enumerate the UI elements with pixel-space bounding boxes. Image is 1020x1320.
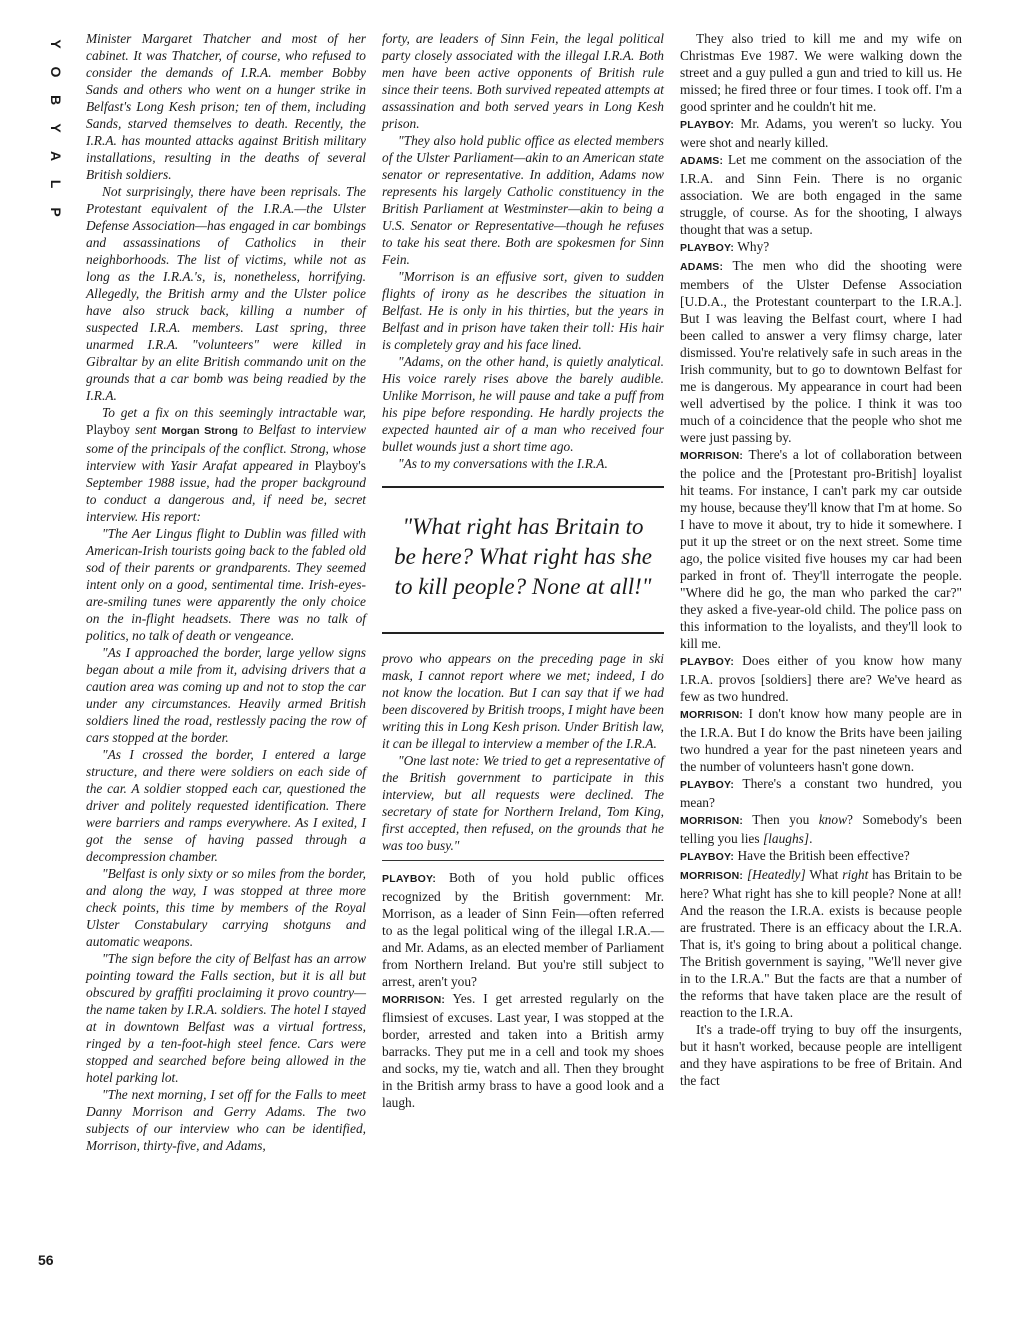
qa-paragraph: PLAYBOY: Mr. Adams, you weren't so lucky. You were shot and nearly killed. (680, 116, 962, 150)
report-paragraph: "Morrison is an effusive sort, given to sudden flights of irony as he describes the situation in Belfast. He is only in his thirties, but the years in Belfast and in prison have taken their toll: His hair is completely gray and his face lined. (382, 269, 664, 352)
qa-paragraph: MORRISON: I don't know how many people are in the I.R.A. But I do know the Brits have been jailing two hundred a year for the past nineteen years and the number of volunteers hasn't gone down. (680, 706, 962, 774)
author-byline: Morgan Strong (161, 425, 238, 437)
report-paragraph: "They also hold public office as elected members of the Ulster Parliament—akin to an American state senator or representative. In addition, Adams now represents his largely Catholic constituency in the British Parliament at Westminster—akin to being a U.S. Senator or Representative—though he refuses to take his seat there. Both are spokesmen for Sinn Fein. (382, 133, 664, 267)
report-paragraph: "The Aer Lingus flight to Dublin was filled with American-Irish tourists going back to the fabled old sod of their parents or grandparents. They seemed intent only on a good, sentimental time. Irish-eyes-are-smiling tunes were apparently the only choice on the in-flight headsets. There was no talk of politics, no talk of death or vengeance. (86, 526, 366, 643)
speaker-label: PLAYBOY: (680, 779, 735, 791)
report-paragraph: "As to my conversations with the I.R.A. (398, 456, 608, 471)
speaker-label: ADAMS: (680, 261, 724, 273)
speaker-label: PLAYBOY: (680, 119, 735, 131)
report-paragraph: provo who appears on the preceding page in ski mask, I cannot report where we met; indeed, I do not know the location. But I can say that if we had been discovered by British troops, I might have been writing this in Long Kesh prison. Under British law, it can be illegal to interview a member of the I.R.A. (382, 651, 664, 751)
report-paragraph: "The sign before the city of Belfast has an arrow pointing toward the Falls section, but it is all but obscured by graffiti proclaiming it provo country—the name taken by I.R.A. soldiers. The hotel I stayed at in downtown Belfast was a virtual fortress, ringed by a ten-foot-high steel fence. Cars were stopped and searched before being allowed in the hotel parking lot. (86, 951, 366, 1085)
report-paragraph: "One last note: We tried to get a representative of the British government to participate in this interview, but all requests were declined. The secretary of state for Northern Ireland, Tom King, first accepted, then refused, on the grounds that he was too busy." (382, 753, 664, 853)
masthead-letter: O (48, 66, 64, 78)
column-2 (382, 30, 664, 1111)
report-paragraph: forty, are leaders of Sinn Fein, the legal political party closely associated with the illegal I.R.A. Both men have been active opponents of British rule since their teens. Both survived repeated attempts at assassination and both served years in Long Kesh prison. (382, 31, 664, 131)
speaker-label: MORRISON: (680, 815, 744, 827)
masthead-letter: B (48, 94, 64, 106)
qa-paragraph: ADAMS: Let me comment on the association of the I.R.A. and Sinn Fein. There is no organic association. We are both engaged in the same struggle, of course. As for the shooting, I always thought that was a setup. (680, 152, 962, 237)
qa-paragraph: PLAYBOY: There's a constant two hundred, you mean? (680, 776, 962, 810)
intro-paragraph: Not surprisingly, there have been reprisals. The Protestant equivalent of the I.R.A.—the Ulster Defense Association—has engaged in car bombings and assassinations of Catholics in their neighborhoods. The list of victims, while not as long as the I.R.A.'s, is, nonetheless, horrifying. Allegedly, the British army and the Ulster police have also struck back, killing a number of suspected I.R.A. members. Last spring, three unarmed I.R.A. "volunteers" were killed in Gibraltar by an elite British commando unit on the grounds that a car bomb was being readied by the I.R.A. (86, 184, 366, 403)
qa-paragraph: PLAYBOY: Both of you hold public offices recognized by the British government: Mr. Morrison, as a leader of Sinn Fein—often referred to as the legal political wing of the illegal I.R.A.—and Mr. Adams, as an elected member of Parliament from Northern Ireland. But you're still subject to arrest, aren't you? (382, 870, 664, 989)
report-paragraph: "Belfast is only sixty or so miles from the border, and along the way, I was stopped at three more check points, this time by members of the Royal Ulster Constabulary carrying shotguns and automatic weapons. (86, 866, 366, 949)
masthead-letter: A (48, 150, 64, 162)
masthead-letter: Y (48, 123, 64, 133)
qa-paragraph: PLAYBOY: Does either of you know how many I.R.A. provos [soldiers] there are? We've heard as few as two hundred. (680, 653, 962, 704)
qa-paragraph: MORRISON: Then you know? Somebody's been telling you lies [laughs]. (680, 812, 963, 846)
speaker-label: MORRISON: (680, 450, 744, 462)
intro-paragraph: Minister Margaret Thatcher and most of her cabinet. It was Thatcher, of course, who refused to consider the demands of I.R.A. member Bobby Sands and others who went on a hunger strike in Belfast's Long Kesh prison; ten of them, including Sands, starved themselves to death. Recently, the I.R.A. has mounted attacks against British military installations, resulting in the deaths of several British soldiers. (86, 31, 366, 182)
qa-paragraph: MORRISON: Yes. I get arrested regularly on the flimsiest of excuses. Last year, I was stopped at the border, arrested and taken into a British army barracks. They put me in a cell and took my shoes and socks, my tie, watch and all. Then they brought in the British army brass to have a good look and a laugh. (382, 991, 664, 1110)
qa-paragraph: MORRISON: [Heatedly] What right has Britain to be here? What right has she to kill people? None at all! And the reason the I.R.A. exists is because people are frustrated. There is an efficacy about the I.R.A. That is, it's going to bring about a political change. The British government is saying, "We'll never give in to the I.R.A." But the facts are that a number of the reforms that have taken place are the result of reaction to the I.R.A. (680, 867, 962, 1020)
speaker-label: PLAYBOY: (680, 242, 735, 254)
qa-paragraph: MORRISON: There's a lot of collaboration between the police and the [Protestant pro-British] loyalist hit teams. For instance, I can't park my car outside my house, because they'll know that I'm at home. So I have to move it about, try to hide it somewhere. I put it up the street or on the next street. Some time ago, the police visited five houses my car had been parked in front of. They'll interrogate the people. "Where did he go, the man who parked the car?" they asked a five-year-old child. The police pass on this information to the loyalists, and they'll look to kill me. (680, 447, 962, 651)
column-1 (86, 30, 366, 1154)
speaker-label: PLAYBOY: (680, 656, 735, 668)
masthead-letter: L (48, 179, 64, 189)
report-paragraph: "Adams, on the other hand, is quietly analytical. His voice rarely rises above the barely audible. Unlike Morrison, he will pause and take a puff from his pipe before responding. He hardly projects the expected haunted air of a man who received four bullet wounds just a short time ago. (382, 354, 664, 454)
section-divider (382, 860, 664, 861)
report-paragraph: "As I approached the border, large yellow signs began about a mile from it, advising drivers that a caution area was coming up and not to stop the car under any circumstances. Heavily armed British soldiers lined the road, restlessly pacing the row of cars stopped at the border. (86, 645, 366, 745)
masthead-letter: P (48, 207, 64, 217)
intro-paragraph: To get a fix on this seemingly intractable war, Playboy sent Morgan Strong to Belfast to interview some of the principals of the conflict. Strong, whose interview with Yasir Arafat appeared in Playboy's September 1988 issue, had the proper background to conduct a dangerous and, if need be, secret interview. His report: (86, 405, 366, 524)
qa-paragraph: ADAMS: The men who did the shooting were members of the Ulster Defense Association [U.D.A., the Protestant counterpart to the I.R.A.]. But I was leaving the Belfast court, where I had been called to answer a very flimsy charge, later dismissed. You're relatively safe in such areas in the Irish community, but to go to downtown Belfast for me is dangerous. My appearance in court had been well advertised by the police. I think it was too much of a coincidence that the people who shot me were just passing by. (680, 258, 962, 445)
masthead-letter: Y (48, 39, 64, 49)
qa-paragraph: PLAYBOY: Why? (680, 239, 770, 254)
speaker-label: MORRISON: (382, 994, 446, 1006)
speaker-label: PLAYBOY: (382, 873, 437, 885)
speaker-label: MORRISON: (680, 870, 744, 882)
qa-paragraph: It's a trade-off trying to buy off the insurgents, but it hasn't worked, because people are intelligent and they have aspirations to be free of Britain. And the fact (680, 1022, 962, 1088)
qa-paragraph: PLAYBOY: Have the British been effective? (680, 848, 910, 863)
report-paragraph: "The next morning, I set off for the Falls to meet Danny Morrison and Gerry Adams. The two subjects of our interview who can be identified, Morrison, thirty-five, and Adams, (86, 1087, 366, 1153)
speaker-label: MORRISON: (680, 709, 744, 721)
speaker-label: PLAYBOY: (680, 851, 735, 863)
report-paragraph: "As I crossed the border, I entered a large structure, and there were soldiers on each side of the car. A soldier stopped each car, questioned the driver and politely requested identification. There were barriers and ramps everywhere. As I exited, I got the sense of having passed through a decompression chamber. (86, 747, 366, 864)
column-3 (680, 30, 962, 1089)
qa-paragraph: They also tried to kill me and my wife on Christmas Eve 1987. We were walking down the street and a guy pulled a gun and tried to kill us. He missed; he fired three or four times. I took off. I'm a good sprinter and he couldn't hit me. (680, 31, 962, 114)
magazine-masthead (42, 30, 70, 226)
pull-quote: "What right has Britain to be here? What right has she to kill people? None at all!" (382, 486, 664, 634)
speaker-label: ADAMS: (680, 155, 724, 167)
page-number: 56 (38, 1252, 54, 1268)
